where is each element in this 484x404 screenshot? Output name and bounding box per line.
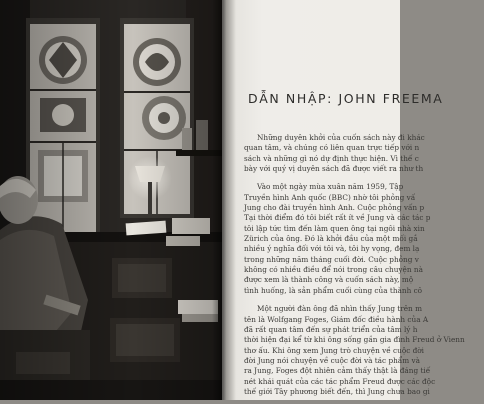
paragraph-line: Truyền hình Anh quốc (BBC) nhờ tôi phỏng vấ [244,192,416,202]
paragraph-line: bày với quý vị duyên sách đã được viết ra như th [244,164,424,174]
paragraph-line: không có nhiều điều để nói trong câu chuyện nà [244,265,423,275]
chapter-body [244,133,484,397]
paragraph-line: ra Jung, Foges đột nhiên cảm thấy thật là đáng tiế [244,366,431,376]
paragraph-line: Vào một ngày mùa xuân năm 1959, Tập [257,182,404,192]
text-page [222,0,465,400]
paragraph-line: sách và những gì nó dự định thực hiện. Vì thế c [244,153,419,163]
paragraph-line: Zürich của ông. Đó là khởi đầu của một mối gắ [244,234,418,244]
paragraph-line: quan tâm, và chúng có liên quan trực tiếp với n [244,143,420,153]
paragraph-line: đã rất quan tâm đến sự phát triển của tâm lý h [244,324,418,334]
paragraph-line: tình huống, là sản phẩm cuối cùng của thành cô [244,285,423,295]
paragraph-line: nhiều ý nghĩa đối với tôi và, tôi hy vọng, đem lạ [244,244,420,254]
paragraph-line: đời Jung nói chuyện về cuộc đời và tác phẩm và [244,355,420,365]
chapter-heading: DẪN NHẬP: JOHN FREEMA [248,91,444,106]
paragraph-line: Jung cho đài truyền hình Anh. Cuộc phỏng vấn p [244,203,425,213]
study-photograph-image [0,0,222,400]
paragraph-line: tôi lập tức tìm đến làm quen ông tại ngôi nhà xin [244,223,425,233]
paragraph-line: thơ ấu. Khi ông xem Jung trò chuyện về cuộc đời [244,345,425,355]
paragraph-line: Một người đàn ông đã nhìn thấy Jung trên m [257,304,422,314]
paragraph-line: được xem là thành công và cuốn sách này, mộ [244,275,414,285]
book-gutter [212,0,236,400]
paragraph-line: thời hiện đại kể từ khi ông sống gần gia đình Freud ở Vienn [244,335,465,345]
study-photograph [0,0,222,400]
paragraph-line: Những duyên khởi của cuốn sách này đi khác [257,133,425,142]
paragraph-line: trong những năm tháng cuối đời. Cuộc phỏng v [244,254,419,264]
paragraph-line: Tại thời điểm đó tôi biết rất ít về Jung và các tác p [244,213,431,223]
paragraph-line: tên là Wolfgang Foges, Giám đốc điều hành của A [244,314,429,324]
paragraph-line: nét khái quát của các tác phẩm Freud được các độc [244,376,436,386]
paragraph-line: thế giới Tây phương biết đến, thì Jung chưa bao gi [244,386,430,396]
